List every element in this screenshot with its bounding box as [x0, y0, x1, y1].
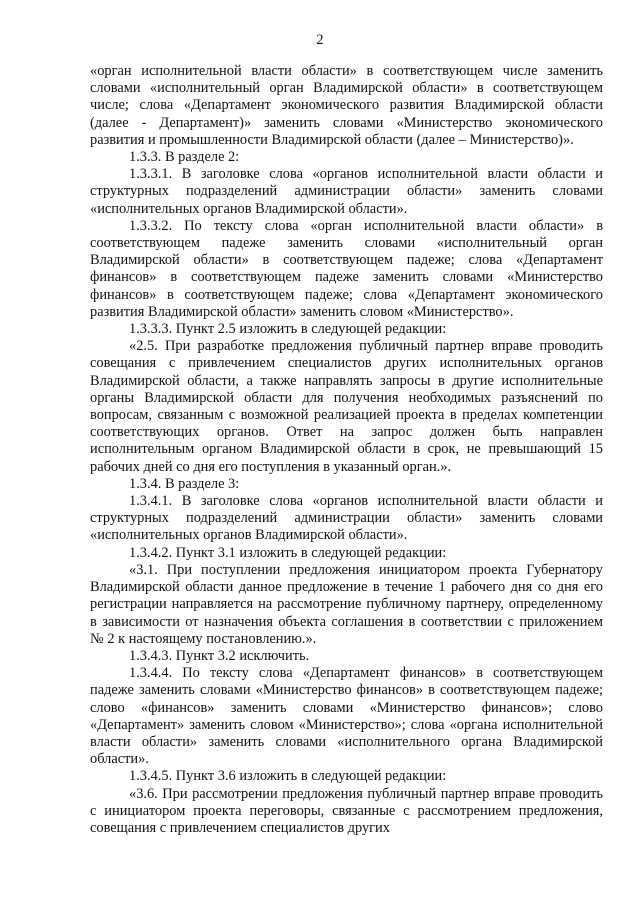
- clause-1-3-3: 1.3.3. В разделе 2:: [129, 149, 240, 166]
- quoted-item-3-1: «3.1. При поступлении предложения инициатором проекта Губернатору Владимирской области данное предложение в течение 1 рабочего дня со дня его регистрации направляется на рассмотрение публичному партнеру, определенному в зависимости от назначения объекта соглашения в соответствии с приложением № 2 к настоящему постановлению.».: [90, 561, 603, 647]
- clause-1-3-4-3: 1.3.4.3. Пункт 3.2 исключить.: [129, 647, 310, 664]
- quoted-item-2-5: «2.5. При разработке предложения публичный партнер вправе проводить совещания с привлечением специалистов других исполнительных органов Владимирской области, а также направлять запросы в другие исполнительные органы Владимирской области для получения необходимых разъяснений по вопросам, связанным с возможной реализацией проекта в пределах компетенции соответствующих органов. Ответ на запрос должен быть направлен исполнительным органом Владимирской области в срок, не превышающий 15 рабочих дней со дня его поступления в указанный орган.».: [90, 338, 603, 475]
- clause-1-3-4-4: 1.3.4.4. По тексту слова «Департамент финансов» в соответствующем падеже заменить словами «Министерство финансов» в соответствующем падеже; слово «финансов» заменить словами «Министерство финансов»; слово «Департамент» заменить словом «Министерство»; слова «органа исполнительной власти области» заменить словами «исполнительного органа Владимирской области».: [90, 665, 603, 768]
- paragraph-continuation: «орган исполнительной власти области» в соответствующем числе заменить словами «исполнительный орган Владимирской области» в соответствующем числе; слова «Департамент экономического развития Владимирской области (далее - Департамент)» заменить словами «Министерство экономического развития и промышленности Владимирской области (далее – Министерство)».: [90, 63, 603, 148]
- clause-1-3-4: 1.3.4. В разделе 3:: [129, 475, 240, 492]
- clause-1-3-3-2: 1.3.3.2. По тексту слова «орган исполнительной власти области» в соответствующем падеже заменить словами «исполнительный орган Владимирской области» в соответствующем падеже; слова «Департамент финансов» в соответствующем падеже заменить словами «Министерство финансов» в соответствующем падеже; слова «Департамент экономического развития Владимирской области» заменить словом «Министерство».: [90, 217, 603, 320]
- document-body: [90, 63, 603, 837]
- clause-1-3-3-1: 1.3.3.1. В заголовке слова «органов исполнительной власти области и структурных подразделений администрации области» заменить словами «исполнительных органов Владимирской области».: [90, 166, 603, 217]
- quoted-item-3-6: «3.6. При рассмотрении предложения публичный партнер вправе проводить с инициатором проекта переговоры, связанные с рассмотрением предложения, совещания с привлечением специалистов других: [90, 785, 603, 836]
- clause-1-3-3-3: 1.3.3.3. Пункт 2.5 изложить в следующей редакции:: [129, 321, 447, 338]
- clause-1-3-4-2: 1.3.4.2. Пункт 3.1 изложить в следующей редакции:: [129, 544, 447, 561]
- clause-1-3-4-1: 1.3.4.1. В заголовке слова «органов исполнительной власти области и структурных подразделений администрации области» заменить словами «исполнительных органов Владимирской области».: [90, 493, 603, 544]
- clause-1-3-4-5: 1.3.4.5. Пункт 3.6 изложить в следующей редакции:: [129, 768, 447, 785]
- page-number: 2: [316, 32, 324, 48]
